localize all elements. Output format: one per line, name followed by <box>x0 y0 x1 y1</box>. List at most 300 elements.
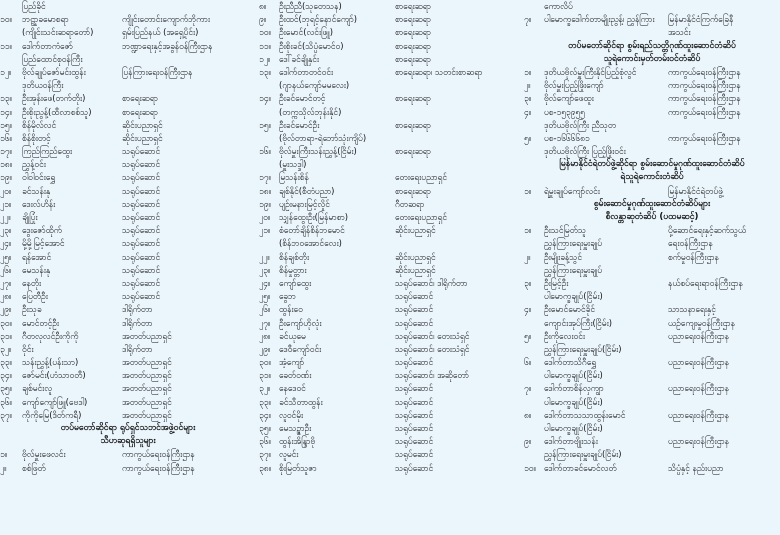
item-number: ၃၇။ <box>259 449 271 460</box>
person-role: ကာကွယ်ရေးဝန်ကြီးဌာန <box>668 66 741 77</box>
person-role: ပညာရေးဝန်ကြီးဌာန <box>668 330 729 341</box>
person-role: ကာကွယ်ရေးဝန်ကြီးဌာန <box>668 132 741 143</box>
list-item <box>259 448 521 461</box>
person-name: ကိုကိုမြေ(ဒိတ်ကရီ) <box>22 409 82 420</box>
person-name: ပစ-၁၆၆၆၆၈၁ <box>544 132 590 143</box>
item-number: ၂၁။ <box>259 225 271 236</box>
person-name: ပစ-၁၅၃၉၅၅ <box>544 106 585 117</box>
item-number: ၁၀။ <box>259 27 271 38</box>
person-name: ဗိုလ်မှူးဖေလင်း <box>22 449 66 460</box>
person-role: သရုပ်ဆောင် <box>395 317 434 328</box>
continuation-text: ညွှန်ကြားရေးမှူးချုပ်(ငြိမ်း) <box>544 343 622 354</box>
list-item <box>524 251 780 264</box>
section-heading: တပ်မတော်ဆိုင်ရာ စွမ်းရည်သတ္တိဂုဏ်ထူးဆောင်တံဆိပ် <box>568 40 736 51</box>
list-item <box>259 277 521 290</box>
item-number: ၁။ <box>0 449 8 460</box>
person-role: စာရေးဆရာ၊ သတင်းစာဆရာ <box>395 66 483 77</box>
item-number: ၁။ <box>524 225 532 236</box>
list-item <box>0 409 256 422</box>
item-number: ၃၆။ <box>0 396 12 407</box>
person-name: ဦးသင်မြတ်သူ <box>544 225 586 236</box>
person-role: ပညာရေးဝန်ကြီးဌာန <box>668 436 729 447</box>
list-item <box>259 185 521 198</box>
continuation-text: ကောလိပ် <box>544 1 573 11</box>
item-number: ၃၄။ <box>0 370 12 381</box>
person-name: ဒေါက်တာသသာထွန်းမောင် <box>544 409 626 420</box>
continuation-text: (ဗိုလ်တာရာ-ရဲဘော်သုံးကျိပ်) <box>279 132 367 143</box>
list-item <box>524 66 780 79</box>
item-number: ၃။ <box>524 93 532 104</box>
person-role: အတတ်ပညာရှင် <box>122 330 172 341</box>
person-role: စာရေးဆရာ <box>395 53 431 64</box>
item-number: ၂၃။ <box>0 225 12 236</box>
person-name: ဦးကျော်ဟိုလုံး <box>279 317 322 328</box>
list-item <box>0 106 256 119</box>
continuation-line <box>259 79 521 92</box>
person-role: အတတ်ပညာရှင် <box>122 383 172 394</box>
list-item <box>259 435 521 448</box>
list-item <box>524 435 780 448</box>
person-name: ဦးထင်(ဘုရင့်နောင်ကျော်) <box>279 14 358 25</box>
person-role: ဆိုင်းပညာရှင် <box>395 251 436 262</box>
person-name: ဦးသုခ <box>22 304 42 315</box>
person-role: စာရေးဆရာ <box>395 14 431 25</box>
continuation-text: ဒုတိယဗိုလ်ကြီး ညီသုတ <box>544 119 617 130</box>
person-role: သရုပ်ဆောင် <box>395 291 434 302</box>
list-item <box>524 462 780 475</box>
person-role: ကာကွယ်ရေးဝန်ကြီးဌာန <box>668 106 741 117</box>
continuation-text: ဒုတိယဗိုလ်ကြီး ပြည့်ဖြိုးဝင်း <box>544 146 626 157</box>
person-name: ဒုတိယဗိုလ်မှူးကြီးနိုင်ပြည့်စုံလွင် <box>544 66 637 77</box>
continuation-line <box>524 369 780 382</box>
person-name: ရဲမှူးချုပ်ကျော်လင်း <box>544 185 600 196</box>
list-item <box>259 290 521 303</box>
person-role: သရုပ်ဆောင် <box>395 357 434 368</box>
continuation-text: ညွှန်ကြားရေးမှူးချုပ် <box>544 264 603 275</box>
list-item <box>524 13 780 26</box>
person-role: သရုပ်ဆောင် <box>395 436 434 447</box>
person-role: သရုပ်ဆောင် <box>122 291 161 302</box>
person-role: အတတ်ပညာရှင် <box>122 357 172 368</box>
list-item <box>259 26 521 39</box>
person-name: စိန်မှုတ္တား <box>279 264 307 275</box>
person-role: သရုပ်ဆောင် <box>122 277 161 288</box>
list-item <box>0 132 256 145</box>
person-name: ဒေါ်ခင်ချိုနှင်း <box>279 53 320 64</box>
list-item <box>0 40 256 53</box>
person-role: အတတ်ပညာရှင် <box>122 370 172 381</box>
continuation-line <box>0 26 256 39</box>
item-number: ၂၅။ <box>259 291 271 302</box>
continuation-line <box>524 26 780 39</box>
person-name: ညွှန့်ဝင်း <box>22 159 46 170</box>
person-name: အံ့ကျော် <box>279 357 305 368</box>
item-number: ၃၈။ <box>259 462 272 473</box>
item-number: ၉။ <box>524 436 532 447</box>
person-name: ကြည်ကြည်ထွေး <box>22 146 73 157</box>
list-item <box>259 330 521 343</box>
list-item <box>0 303 256 316</box>
person-name: ခွေဘ <box>279 291 296 302</box>
person-name: ခေတ်ဝဏ်း <box>279 370 312 381</box>
item-number: ၁၄။ <box>259 93 271 104</box>
person-name: ဦးခင်မောင်ဦး <box>279 119 320 130</box>
continuation-text: ပြည်ထောင်စုဝန်ကြီး <box>22 53 83 64</box>
list-item <box>0 198 256 211</box>
continuation-line <box>524 237 780 250</box>
person-name: လူဝင်မိုး <box>279 409 304 420</box>
continuation-line <box>259 106 521 119</box>
person-name: ဗိုလ်မှူးပြည့်ဖြိုးကျော် <box>544 80 604 91</box>
person-role: သရုပ်ဆောင်၊ အဆိုတော် <box>395 370 470 381</box>
person-name: ဗိုလ်မှူးကြီးသန်းညွှန့်(ငြိမ်း) <box>279 146 357 157</box>
list-item <box>524 224 780 237</box>
person-role: သရုပ်ဆောင် <box>122 146 161 157</box>
list-item <box>259 171 521 184</box>
continuation-line <box>0 0 256 13</box>
person-name: ဦးကိုလေးဝင်း <box>544 330 585 341</box>
list-item <box>259 13 521 26</box>
item-number: ၃၂။ <box>0 343 12 354</box>
list-item <box>0 382 256 395</box>
item-number: ၇။ <box>524 383 532 394</box>
list-item <box>259 40 521 53</box>
continuation-role: အသင်း <box>668 27 691 38</box>
person-role: အတတ်ပညာရှင် <box>122 396 172 407</box>
list-item <box>259 303 521 316</box>
list-item <box>0 237 256 250</box>
list-item <box>524 185 780 198</box>
item-number: ၁။ <box>524 185 532 196</box>
person-role: သိပ္ပံနှင့် နည်းပညာ <box>668 462 724 473</box>
person-role: ဆိုင်းပညာရှင် <box>122 132 163 143</box>
person-role: သရုပ်ဆောင် <box>122 251 161 262</box>
list-item <box>0 330 256 343</box>
item-number: ၂။ <box>524 251 531 262</box>
list-item <box>0 171 256 184</box>
continuation-text: ညွှန်ကြားရေးမှူးချုပ် <box>544 238 603 249</box>
person-role: စာရေးဆရာ <box>395 40 431 51</box>
person-name: စိန်မိုလ်လင် <box>22 119 57 130</box>
item-number: ၃၃။ <box>0 357 12 368</box>
section-heading: သီဟဆုရရှိသူများ <box>100 436 156 447</box>
person-name: စံတော်ချိန်စိန်ဘမောင် <box>279 225 345 236</box>
person-role: မြန်မာနိုင်ငံကြက်ခြေနီ <box>668 14 734 25</box>
item-number: ၃၂။ <box>259 383 271 394</box>
person-role: သရုပ်ဆောင် <box>395 462 434 473</box>
list-item <box>524 132 780 145</box>
list-item <box>524 330 780 343</box>
list-item <box>259 422 521 435</box>
person-name: လူမင်း <box>279 449 299 460</box>
person-role: သရုပ်ဆောင် <box>122 225 161 236</box>
continuation-line <box>524 396 780 409</box>
item-number: ၃၅။ <box>0 383 12 394</box>
list-item <box>259 356 521 369</box>
list-item <box>259 211 521 224</box>
list-item <box>524 303 780 316</box>
person-name: ဦးစိုးညွန့်(ထီလာစစ်သူ) <box>22 106 92 117</box>
list-item <box>259 462 521 475</box>
item-number: ၃။ <box>524 277 532 288</box>
continuation-line <box>524 145 780 158</box>
column-middle <box>259 0 521 475</box>
person-name: ဒေါက်တာတင်ဝင်း <box>279 66 334 77</box>
item-number: ၂၁။ <box>0 198 12 209</box>
item-number: ၄။ <box>524 304 532 315</box>
list-item <box>524 382 780 395</box>
list-item <box>524 92 780 105</box>
list-item <box>0 356 256 369</box>
person-name: ခင်သန်းနု <box>22 185 51 196</box>
section-heading: မြန်မာနိုင်ငံရဲတပ်ဖွဲ့ဆိုင်ရာ စွမ်းဆောင်မှုဂုဏ်ထူးဆောင်တံဆိပ် <box>559 159 745 170</box>
person-name: ပြေတီဦး <box>22 291 48 302</box>
item-number: ၁၃။ <box>259 66 271 77</box>
person-role: မြန်မာနိုင်ငံရဲတပ်ဖွဲ့ <box>668 185 723 196</box>
item-number: ၁၅။ <box>259 119 271 130</box>
person-role: ပညာရေးဝန်ကြီးဌာန <box>668 383 729 394</box>
item-number: ၃၅။ <box>259 423 271 433</box>
person-role: ဆိုင်းပညာရှင် <box>395 225 436 236</box>
item-number: ၉။ <box>259 14 267 25</box>
list-item <box>259 264 521 277</box>
list-item <box>259 343 521 356</box>
list-item <box>0 462 256 475</box>
column-left <box>0 0 256 475</box>
item-number: ၁၆။ <box>259 146 271 157</box>
person-name: ဒေးလ်ဟိန်း <box>22 198 56 209</box>
item-number: ၂၅။ <box>0 251 12 262</box>
continuation-text: ဒုတိယဝန်ကြီး <box>22 80 64 91</box>
person-name: ဗိုလ်ချုပ်ဇော်မင်းထွန်း <box>22 66 86 77</box>
list-item <box>259 119 521 132</box>
person-name: ဦးစိုးခင်(သိပ္ပံမောင်ဝ) <box>279 40 344 51</box>
item-number: ၃၄။ <box>259 409 271 420</box>
continuation-text: ညွှန်ကြားရေးမှူးချုပ်(ငြိမ်း) <box>544 449 622 460</box>
item-number: ၁၂။ <box>259 53 271 64</box>
person-role: အတတ်ပညာရှင် <box>122 409 172 420</box>
person-role: ဘဏ္ဍာရေးနှင့်အခွန်ဝန်ကြီးဌာန <box>122 40 213 51</box>
person-role: သရုပ်ဆောင် <box>122 185 161 196</box>
person-role: ဆိုင်းပညာရှင် <box>395 264 436 275</box>
continuation-line <box>524 119 780 132</box>
person-role: စက်မှုဝန်ကြီးဌာန <box>668 251 719 262</box>
continuation-line <box>524 422 780 435</box>
list-item <box>0 264 256 277</box>
list-item <box>0 66 256 79</box>
item-number: ၃၀။ <box>259 357 271 368</box>
continuation-text: (မှူးသဒ္ဒါ) <box>279 159 307 170</box>
person-name: ဝိုင်း <box>22 343 34 354</box>
person-name: မို့မို့မြင့်အောင် <box>22 238 65 249</box>
list-item <box>259 224 521 237</box>
person-name: ထွန်းအိန္ဒြာဗို <box>279 436 316 447</box>
person-name: ဇော်မင်း(ဟံသာဝတီ) <box>22 370 86 381</box>
continuation-text: ပြည်ခိုင် <box>22 1 46 11</box>
person-name: ရန်အောင် <box>22 251 52 262</box>
section-heading: ရဲသူရဲကောင်းတံဆိပ် <box>620 172 684 183</box>
item-number: ၃၇။ <box>0 409 12 420</box>
list-item <box>0 396 256 409</box>
item-number: ၁၁။ <box>259 40 271 51</box>
list-item <box>0 185 256 198</box>
person-role: ပညာရေးဝန်ကြီးဌာန <box>668 357 729 368</box>
list-item <box>259 369 521 382</box>
person-role: တေးရေးပညာရှင် <box>395 212 448 222</box>
list-item <box>259 317 521 330</box>
person-name: ဦးညီညီ(သုတေသန) <box>279 1 342 11</box>
person-name: စိုးမြတ်သူဇာ <box>279 462 317 473</box>
section-heading: သူရဲကောင်းမှတ်တမ်းဝင်တံဆိပ် <box>603 53 701 64</box>
continuation-text: ပါမောက္ခချုပ်(ငြိမ်း) <box>544 396 603 407</box>
person-name: မောင်တင့်ဦး <box>22 317 59 328</box>
person-role: တေးရေးပညာရှင် <box>395 172 448 183</box>
person-name: ဦးမောင်(လင်းဖြူ) <box>279 27 333 38</box>
person-name: ဦးမျိုးခန့်သွင် <box>544 251 582 262</box>
person-role: သရုပ်ဆောင် <box>122 198 161 209</box>
continuation-text: ကျောင်းအုပ်ကြီး(ငြိမ်း) <box>544 317 612 328</box>
person-name: စိန်စိုးတင့် <box>22 132 51 143</box>
list-item <box>0 13 256 26</box>
person-name: ဒွေးဇော်ထိုက် <box>22 225 62 236</box>
person-name: ဒေါက်တာဗျိုးသန်း <box>544 436 598 447</box>
person-role: သရုပ်ဆောင် <box>122 172 161 183</box>
person-role: စာရေးဆရာ <box>122 106 158 117</box>
person-role: စာရေးဆရာ <box>395 146 431 157</box>
person-name: ထွန်းဝေ <box>279 304 303 315</box>
person-role: နယ်စပ်ရေးရာဝန်ကြီးဌာန <box>668 277 743 288</box>
person-role: သရုပ်ဆောင် <box>122 238 161 249</box>
item-number: ၂၀။ <box>0 185 12 196</box>
item-number: ၈။ <box>259 1 267 11</box>
item-number: ၁၀။ <box>524 462 536 473</box>
person-name: သျှန်ထွေးဦး(မြန်မာစာ) <box>279 212 349 222</box>
person-role: သရုပ်ဆောင် <box>395 383 434 394</box>
person-name: ပျဉ်းမနားမြင့်လှိုင် <box>279 198 330 209</box>
person-role: စာရေးဆရာ <box>395 1 431 11</box>
list-item <box>0 343 256 356</box>
continuation-line <box>259 158 521 171</box>
person-name: ဦးမြင့်ဦး <box>544 277 569 288</box>
item-number: ၁၂။ <box>0 66 12 77</box>
continuation-text: (စိန်ဘဝအောင်လေး) <box>279 238 342 249</box>
list-item <box>0 317 256 330</box>
continuation-line <box>524 290 780 303</box>
item-number: ၃၁။ <box>0 330 12 341</box>
person-name: နေဒေဝင် <box>279 383 306 394</box>
person-role: စာရေးဆရာ <box>395 27 431 38</box>
person-name: ဦးမောင်မောင်ခိုင် <box>544 304 595 315</box>
person-role: စာရေးဆရာ <box>395 119 431 130</box>
person-role: ဂီတဆရာ <box>395 198 425 209</box>
item-number: ၃၀။ <box>0 317 12 328</box>
list-item <box>0 211 256 224</box>
person-role: ပြန်ကြားရေးဝန်ကြီးဌာန <box>122 66 193 77</box>
person-role: စာရေးဆရာ <box>395 93 431 104</box>
item-number: ၂၄။ <box>259 277 271 288</box>
list-item <box>259 409 521 422</box>
person-role: စာရေးဆရာ <box>122 93 158 104</box>
section-heading: တပ်မတော်ဆိုင်ရာ ရုပ်ရှင်သဘင်အဖွဲ့ဝင်များ <box>60 423 196 433</box>
list-item <box>524 277 780 290</box>
list-item <box>524 106 780 119</box>
continuation-text: ပါမောက္ခချုပ်(ငြိမ်း) <box>544 291 603 302</box>
item-number: ၅။ <box>524 330 532 341</box>
list-item <box>0 92 256 105</box>
item-number: ၂၇။ <box>0 277 12 288</box>
person-role: ကာကွယ်ရေးဝန်ကြီးဌာန <box>668 93 741 104</box>
person-name: ဒေါက်တာခင်မောင်လတ် <box>544 462 617 473</box>
item-number: ၈။ <box>524 409 532 420</box>
item-number: ၁၆။ <box>0 132 12 143</box>
person-name: ဒေဝီကျော်ဝင်း <box>279 343 322 354</box>
continuation-role: ရှမ်းပြည်နယ် (အရှေ့ပိုင်း) <box>122 27 199 38</box>
continuation-text: (ဂျာနယ်ကျော်မမလေး) <box>279 80 350 91</box>
person-role: သရုပ်ဆောင် <box>122 264 161 275</box>
item-number: ၄။ <box>524 106 532 117</box>
item-number: ၁၀။ <box>0 14 12 25</box>
item-number: ၁။ <box>524 66 532 77</box>
continuation-line <box>259 132 521 145</box>
person-role: သရုပ်ဆောင်၊ တေးသံရှင် <box>395 330 470 341</box>
continuation-text: (ကျိုင်းသင်းဆရာတော်) <box>22 27 94 38</box>
person-role: သာသနာရေးနှင့် <box>668 304 716 315</box>
person-role: ပညာရေးဝန်ကြီးဌာန <box>668 409 729 420</box>
item-number: ၂။ <box>0 462 7 473</box>
person-name: ချစ်နိုင်(စီတံပညာ) <box>279 185 335 196</box>
person-name: မြသန်းစိန် <box>279 172 309 183</box>
person-role: ဒါရိုက်တာ <box>122 343 153 354</box>
continuation-line <box>524 317 780 330</box>
person-role: ကာကွယ်ရေးဝန်ကြီးဌာန <box>122 462 195 473</box>
list-item <box>524 409 780 422</box>
continuation-text: ပါမောက္ခချုပ်(ငြိမ်း) <box>544 423 603 433</box>
person-role: ကျိုင်းတောင်းကျောက်ဘိုကား <box>122 14 210 25</box>
list-item <box>259 198 521 211</box>
continuation-line <box>0 79 256 92</box>
person-role: ဒါရိုက်တာ <box>122 304 153 315</box>
item-number: ၁၃။ <box>0 93 12 104</box>
person-role: သရုပ်ဆောင် <box>122 159 161 170</box>
continuation-role: ရေးဝန်ကြီးဌာန <box>668 238 713 249</box>
item-number: ၂၄။ <box>0 238 12 249</box>
person-name: ကျော်ထွေး <box>279 277 312 288</box>
person-role: ဒါရိုက်တာ <box>122 317 153 328</box>
list-item <box>0 277 256 290</box>
list-item <box>524 79 780 92</box>
continuation-text: ပါမောက္ခချုပ်(ငြိမ်း) <box>544 370 603 381</box>
section-heading: စီလန္တာဆုတံဆိပ် (ပထမဆင့်) <box>605 212 699 222</box>
person-name: ဝါဝါဝင်းရွှေ <box>22 172 56 183</box>
item-number: ၃၆။ <box>259 436 271 447</box>
list-item <box>259 92 521 105</box>
person-role: ပို့ဆောင်ရေးနှင့်ဆက်သွယ် <box>668 225 747 236</box>
list-item <box>259 396 521 409</box>
list-item <box>0 290 256 303</box>
item-number: ၁၄။ <box>0 106 12 117</box>
continuation-role: ယဉ်ကျေးမှုဝန်ကြီးဌာန <box>668 317 735 328</box>
list-item <box>0 119 256 132</box>
person-name: ခင်ယုမေ <box>279 330 306 341</box>
person-name: သန်းညွှန့်(ပန်းသာ) <box>22 357 79 368</box>
item-number: ၂။ <box>524 80 531 91</box>
item-number: ၆။ <box>524 357 532 368</box>
person-name: ချစ်မင်းလူ <box>22 383 53 394</box>
person-role: ဆိုင်းပညာရှင် <box>122 119 163 130</box>
person-name: ကျော်ကျော်ဖြူ(ဗေဒါ) <box>22 396 88 407</box>
item-number: ၂၂။ <box>259 251 270 262</box>
item-number: ၂၇။ <box>259 317 271 328</box>
